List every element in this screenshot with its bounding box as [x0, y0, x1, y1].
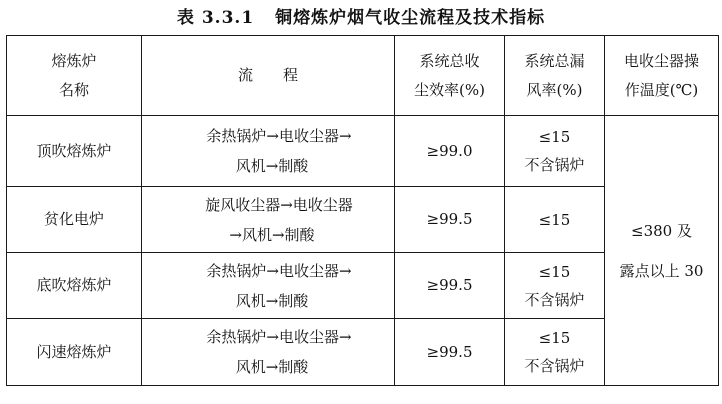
temperature-cell: [605, 116, 719, 386]
flow-line: →风机→制酸: [229, 225, 315, 244]
flow-line: 余热锅炉→电收尘器→: [206, 127, 352, 145]
flow-line: 风机→制酸: [235, 291, 309, 310]
furnace-name-cell: 顶吹熔炼炉: [7, 116, 142, 187]
header-collection-efficiency: 系统总收 尘效率(%): [395, 36, 505, 116]
header-operating-temperature: 电收尘器操 作温度(℃): [605, 36, 719, 116]
process-flow-cell: [142, 319, 395, 386]
header-air-leakage-rate: 系统总漏 风率(%): [505, 36, 605, 116]
flow-line: 余热锅炉→电收尘器→: [206, 328, 352, 346]
process-flow-cell: [142, 187, 395, 253]
leakage-note: 不含锅炉: [524, 290, 585, 309]
process-flow-cell: [142, 253, 395, 319]
flow-line: 余热锅炉→电收尘器→: [206, 261, 352, 280]
dust-collection-table: [6, 35, 719, 386]
temperature-line: 露点以上 30: [619, 261, 704, 280]
flow-line: 风机→制酸: [235, 358, 309, 376]
table-title: 铜熔炼炉烟气收尘流程及技术指标: [275, 8, 546, 28]
leakage-value: ≤15: [538, 262, 571, 281]
efficiency-cell: ≥99.5: [395, 187, 505, 253]
furnace-name-cell: 底吹熔炼炉: [7, 253, 142, 319]
leakage-cell: [505, 187, 605, 253]
table-number: 表 3.3.1: [176, 8, 255, 28]
flow-line: 风机→制酸: [235, 157, 309, 175]
leakage-note: 不含锅炉: [524, 156, 585, 174]
efficiency-cell: ≥99.5: [395, 253, 505, 319]
header-process-flow: 流 程: [142, 36, 395, 116]
process-flow-cell: [142, 116, 395, 187]
leakage-value: ≤15: [538, 128, 571, 146]
table-row: [7, 116, 719, 187]
leakage-note: 不含锅炉: [524, 357, 585, 375]
furnace-name-cell: 闪速熔炼炉: [7, 319, 142, 386]
leakage-value: ≤15: [538, 329, 571, 347]
temperature-line: ≤380 及: [631, 221, 692, 240]
efficiency-cell: ≥99.0: [395, 116, 505, 187]
furnace-name-cell: 贫化电炉: [7, 187, 142, 253]
table-caption: [0, 4, 722, 32]
leakage-cell: [505, 253, 605, 319]
leakage-cell: [505, 319, 605, 386]
flow-line: 旋风收尘器→电收尘器: [205, 195, 353, 214]
header-furnace-name: 熔炼炉 名称: [7, 36, 142, 116]
efficiency-cell: ≥99.5: [395, 319, 505, 386]
leakage-cell: [505, 116, 605, 187]
header-row: [7, 36, 719, 116]
leakage-value: ≤15: [538, 210, 571, 229]
